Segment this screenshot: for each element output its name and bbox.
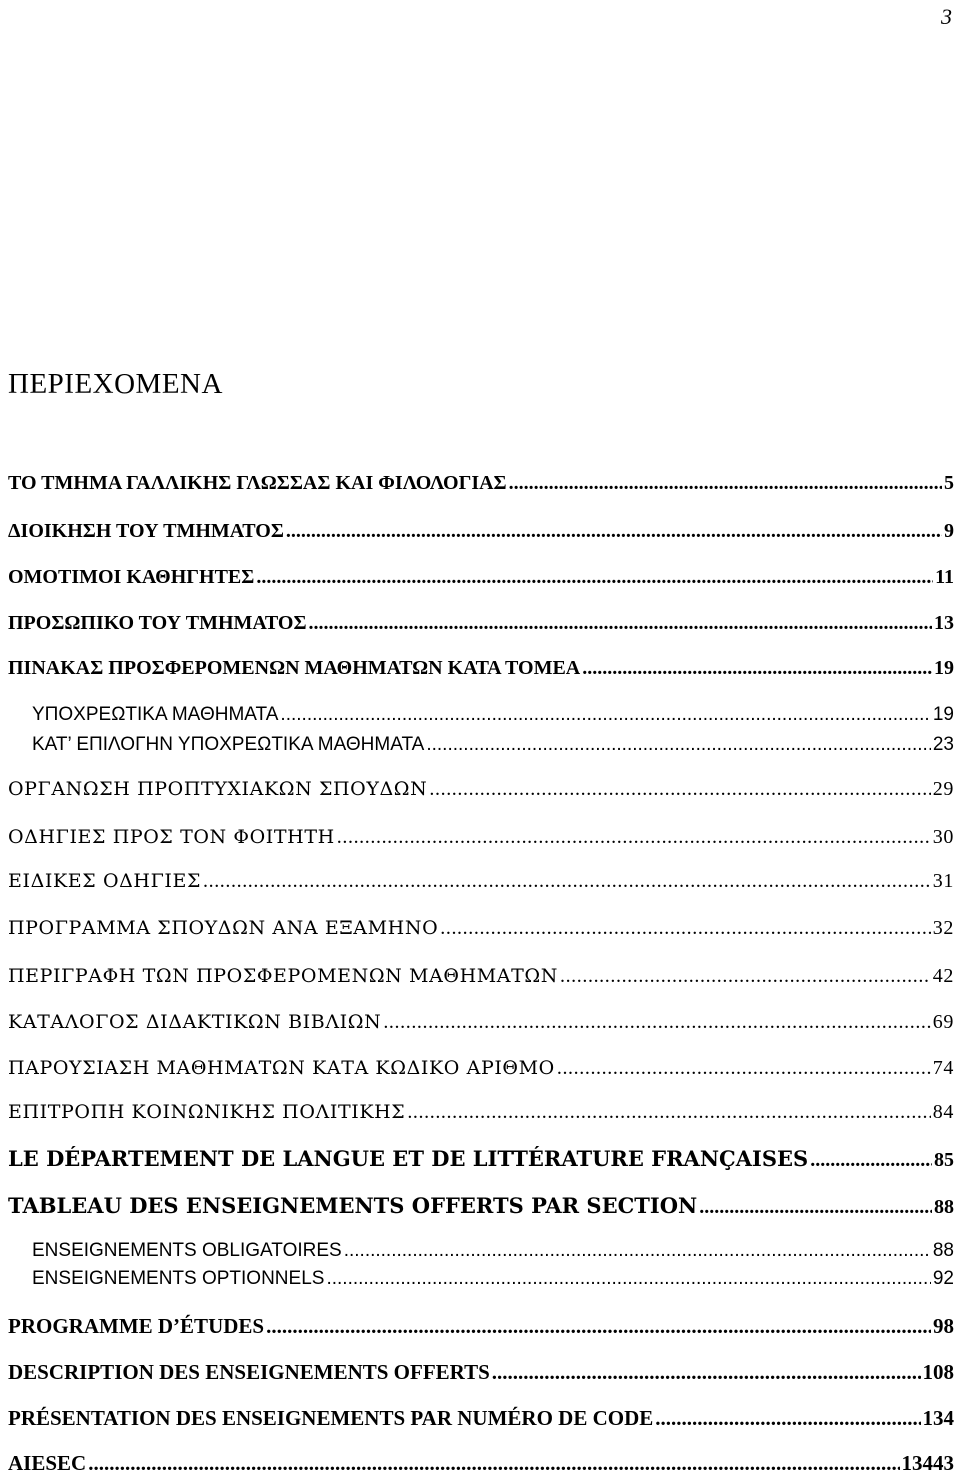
toc-entry-label: LE DÉPARTEMENT DE LANGUE ET DE LITTÉRATURE FRANÇAISES bbox=[8, 1146, 809, 1171]
dot-leader bbox=[256, 566, 933, 589]
dot-leader bbox=[509, 472, 942, 495]
toc-entry-page: 13 bbox=[934, 612, 954, 634]
dot-leader bbox=[426, 734, 931, 756]
toc-entry[interactable] bbox=[8, 917, 954, 940]
toc-entry[interactable] bbox=[32, 1268, 954, 1290]
toc-entry-label: PRÉSENTATION DES ENSEIGNEMENTS PAR NUMÉRO DE CODE bbox=[8, 1406, 654, 1430]
toc-entry[interactable] bbox=[8, 1057, 954, 1080]
toc-entry-page: 23 bbox=[932, 734, 954, 755]
toc-entry[interactable] bbox=[8, 612, 954, 635]
toc-entry-page: 134 bbox=[922, 1406, 954, 1430]
toc-entry[interactable] bbox=[8, 870, 954, 893]
toc-entry-label: ΠΡΟΣΩΠΙΚΟ ΤΟΥ ΤΜΗΜΑΤΟΣ bbox=[8, 612, 307, 634]
toc-entry[interactable] bbox=[8, 566, 954, 589]
toc-entry[interactable] bbox=[8, 1101, 954, 1124]
toc-entry-page: 88 bbox=[932, 1240, 954, 1261]
toc-entry-label: ΚΑΤΑΛΟΓΟΣ ΔΙΔΑΚΤΙΚΩΝ ΒΙΒΛΙΩΝ bbox=[8, 1011, 382, 1033]
toc-entry-page: 85 bbox=[934, 1149, 954, 1171]
toc-entry-label: ΚΑΤ’ ΕΠΙΛΟΓΗΝ ΥΠΟΧΡΕΩΤΙΚΑ ΜΑΘΗΜΑΤΑ bbox=[32, 734, 425, 755]
toc-entry-page: 69 bbox=[932, 1011, 954, 1033]
toc-entry[interactable] bbox=[8, 1360, 954, 1385]
dot-leader bbox=[407, 1101, 930, 1124]
toc-entry-page: 5 bbox=[944, 472, 954, 494]
toc-entry-label: ΠΕΡΙΓΡΑΦΗ ΤΩΝ ΠΡΟΣΦΕΡΟΜΕΝΩΝ ΜΑΘΗΜΑΤΩΝ bbox=[8, 965, 558, 987]
dot-leader bbox=[309, 612, 932, 635]
toc-entry-label: AIESEC bbox=[8, 1451, 87, 1475]
toc-entry-label: ΠΙΝΑΚΑΣ ΠΡΟΣΦΕΡΟΜΕΝΩΝ ΜΑΘΗΜΑΤΩΝ ΚΑΤΑ ΤΟΜΕΑ bbox=[8, 657, 581, 679]
toc-entry[interactable] bbox=[8, 1146, 954, 1172]
dot-leader bbox=[440, 917, 931, 940]
toc-entry-page: 108 bbox=[922, 1360, 954, 1384]
toc-entry[interactable] bbox=[8, 1193, 954, 1219]
toc-entry-page: 92 bbox=[932, 1268, 954, 1289]
toc-entry-page: 74 bbox=[932, 1057, 954, 1079]
toc-entry-label: ΠΑΡΟΥΣΙΑΣΗ ΜΑΘΗΜΑΤΩΝ ΚΑΤΑ ΚΩΔΙΚΟ ΑΡΙΘΜΟ bbox=[8, 1057, 555, 1079]
dot-leader bbox=[266, 1314, 931, 1339]
toc-entry-page: 42 bbox=[932, 965, 954, 987]
dot-leader bbox=[429, 778, 930, 801]
toc-entry[interactable] bbox=[32, 734, 954, 756]
toc-entry[interactable] bbox=[32, 1240, 954, 1262]
page-number: 3 bbox=[941, 4, 952, 29]
toc-entry-label: ENSEIGNEMENTS OBLIGATOIRES bbox=[32, 1240, 342, 1261]
toc-entry-label: TABLEAU DES ENSEIGNEMENTS OFFERTS PAR SECTION bbox=[8, 1193, 698, 1218]
toc-entry[interactable] bbox=[8, 826, 954, 849]
toc-entry-label: DESCRIPTION DES ENSEIGNEMENTS OFFERTS bbox=[8, 1360, 490, 1384]
toc-entry-label: ΥΠΟΧΡΕΩΤΙΚΑ ΜΑΘΗΜΑΤΑ bbox=[32, 704, 279, 725]
toc-entry[interactable] bbox=[8, 778, 954, 801]
toc-entry-page: 84 bbox=[932, 1101, 954, 1123]
toc-entry-label: ΠΡΟΓΡΑΜΜΑ ΣΠΟΥΔΩΝ ΑΝΑ ΕΞΑΜΗΝΟ bbox=[8, 917, 439, 939]
dot-leader bbox=[337, 826, 931, 849]
dot-leader bbox=[344, 1240, 931, 1262]
toc-title: ΠΕΡΙΕΧΟΜΕΝΑ bbox=[8, 368, 223, 400]
dot-leader bbox=[557, 1057, 931, 1080]
toc-entry[interactable] bbox=[8, 1314, 954, 1339]
toc-entry-page: 98 bbox=[933, 1314, 954, 1338]
toc-entry-page: 13443 bbox=[901, 1451, 954, 1475]
toc-entry-label: ΟΔΗΓΙΕΣ ΠΡΟΣ ΤΟΝ ΦΟΙΤΗΤΗ bbox=[8, 826, 335, 848]
dot-leader bbox=[699, 1196, 932, 1219]
dot-leader bbox=[560, 965, 931, 988]
dot-leader bbox=[582, 657, 932, 680]
dot-leader bbox=[203, 870, 931, 893]
dot-leader bbox=[383, 1011, 930, 1034]
toc-entry[interactable] bbox=[8, 1451, 954, 1476]
toc-entry[interactable] bbox=[8, 1406, 954, 1431]
toc-entry-page: 32 bbox=[932, 917, 954, 939]
dot-leader bbox=[280, 704, 930, 726]
toc-entry-label: ΟΜΟΤΙΜΟΙ ΚΑΘΗΓΗΤΕΣ bbox=[8, 566, 255, 588]
dot-leader bbox=[286, 520, 942, 543]
toc-entry-label: ΔΙΟΙΚΗΣΗ ΤΟΥ ΤΜΗΜΑΤΟΣ bbox=[8, 520, 284, 542]
dot-leader bbox=[492, 1360, 921, 1385]
dot-leader bbox=[88, 1451, 899, 1476]
toc-entry[interactable] bbox=[32, 704, 954, 726]
toc-entry-label: ΤΟ ΤΜΗΜΑ ΓΑΛΛΙΚΗΣ ΓΛΩΣΣΑΣ ΚΑΙ ΦΙΛΟΛΟΓΙΑΣ bbox=[8, 472, 507, 494]
toc-entry-label: PROGRAMME D’ÉTUDES bbox=[8, 1314, 265, 1338]
toc-entry[interactable] bbox=[8, 657, 954, 680]
dot-leader bbox=[810, 1149, 932, 1172]
toc-entry-label: ΕΠΙΤΡΟΠΗ ΚΟΙΝΩΝΙΚΗΣ ΠΟΛΙΤΙΚΗΣ bbox=[8, 1101, 406, 1123]
toc-entry-page: 11 bbox=[935, 566, 954, 588]
dot-leader bbox=[655, 1406, 920, 1431]
toc-entry-page: 30 bbox=[932, 826, 954, 848]
toc-entry[interactable] bbox=[8, 1011, 954, 1034]
toc-entry-label: ENSEIGNEMENTS OPTIONNELS bbox=[32, 1268, 325, 1289]
dot-leader bbox=[326, 1268, 930, 1290]
toc-entry[interactable] bbox=[8, 520, 954, 543]
toc-entry-page: 29 bbox=[932, 778, 954, 800]
toc-entry-page: 19 bbox=[932, 704, 954, 725]
toc-entry-page: 9 bbox=[944, 520, 954, 542]
toc-entry[interactable] bbox=[8, 965, 954, 988]
toc-entry-page: 19 bbox=[934, 657, 954, 679]
toc-entry-label: ΕΙΔΙΚΕΣ ΟΔΗΓΙΕΣ bbox=[8, 870, 201, 892]
toc-entry[interactable] bbox=[8, 472, 954, 495]
toc-entry-page: 88 bbox=[934, 1196, 954, 1218]
toc-entry-page: 31 bbox=[932, 870, 954, 892]
toc-entry-label: ΟΡΓΑΝΩΣΗ ΠΡΟΠΤΥΧΙΑΚΩΝ ΣΠΟΥΔΩΝ bbox=[8, 778, 428, 800]
